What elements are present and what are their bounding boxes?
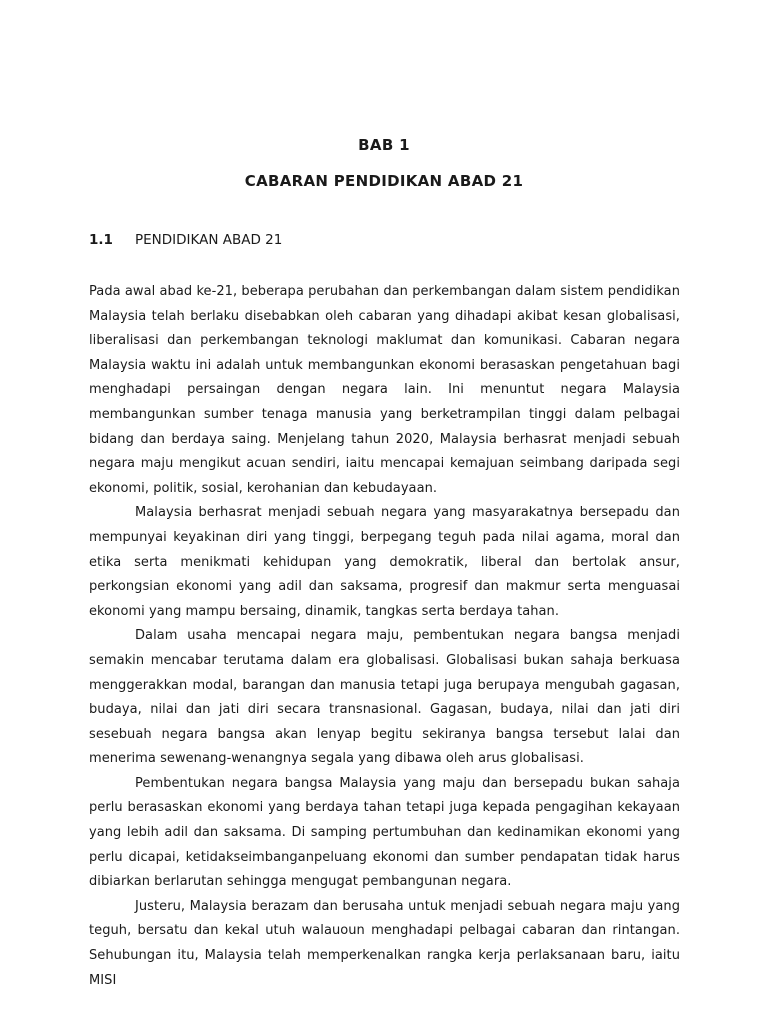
paragraph-3: Dalam usaha mencapai negara maju, pembentukan negara bangsa menjadi semakin mencabar terutama dalam era globalisasi. Globalisasi bukan sahaja berkuasa menggerakkan modal, barangan dan manusia tetapi juga berupaya mengubah gagasan, budaya, nilai dan jati diri secara transnasional. Gagasan, budaya, nilai dan jati diri sesebuah negara bangsa akan lenyap begitu sekiranya bangsa tersebut lalai dan menerima sewenang-wenangnya segala yang dibawa oleh arus globalisasi. [89, 628, 680, 767]
paragraph-5: Justeru, Malaysia berazam dan berusaha untuk menjadi sebuah negara maju yang teguh, bersatu dan kekal utuh walauoun menghadapi pelbagai cabaran dan rintangan. Sehubungan itu, Malaysia telah memperkenalkan rangka kerja perlaksanaan baru, iaitu MISI [89, 898, 680, 988]
section-title: PENDIDIKAN ABAD 21 [135, 232, 283, 248]
section-number: 1.1 [89, 232, 113, 248]
body-text [89, 280, 680, 993]
paragraph-2: Malaysia berhasrat menjadi sebuah negara yang masyarakatnya bersepadu dan mempunyai keyakinan diri yang tinggi, berpegang teguh pada nilai agama, moral dan etika serta menikmati kehidupan yang demokratik, liberal dan bertolak ansur, perkongsian ekonomi yang adil dan saksama, progresif dan makmur serta menguasai ekonomi yang mampu bersaing, dinamik, tangkas serta berdaya tahan. [89, 505, 680, 619]
chapter-number: BAB 1 [358, 136, 410, 154]
chapter-title: CABARAN PENDIDIKAN ABAD 21 [244, 172, 524, 190]
paragraph-1: Pada awal abad ke-21, beberapa perubahan dan perkembangan dalam sistem pendidikan Malaysia telah berlaku disebabkan oleh cabaran yang dihadapi akibat kesan globalisasi, liberalisasi dan perkembangan teknologi maklumat dan komunikasi. Cabaran negara Malaysia waktu ini adalah untuk membangunkan ekonomi berasaskan pengetahuan bagi menghadapi persaingan dengan negara lain. Ini menuntut negara Malaysia membangunkan sumber tenaga manusia yang berketrampilan tinggi dalam pelbagai bidang dan berdaya saing. Menjelang tahun 2020, Malaysia berhasrat menjadi sebuah negara maju mengikut acuan sendiri, iaitu mencapai kemajuan seimbang daripada segi ekonomi, politik, sosial, kerohanian dan kebudayaan. [89, 284, 680, 496]
section-heading [89, 232, 282, 248]
paragraph-4: Pembentukan negara bangsa Malaysia yang maju dan bersepadu bukan sahaja perlu berasaskan ekonomi yang berdaya tahan tetapi juga kepada pengagihan kekayaan yang lebih adil dan saksama. Di samping pertumbuhan dan kedinamikan ekonomi yang perlu dicapai, ketidakseimbanganpeluang ekonomi dan sumber pendapatan tidak harus dibiarkan berlarutan sehingga mengugat pembangunan negara. [89, 775, 680, 890]
